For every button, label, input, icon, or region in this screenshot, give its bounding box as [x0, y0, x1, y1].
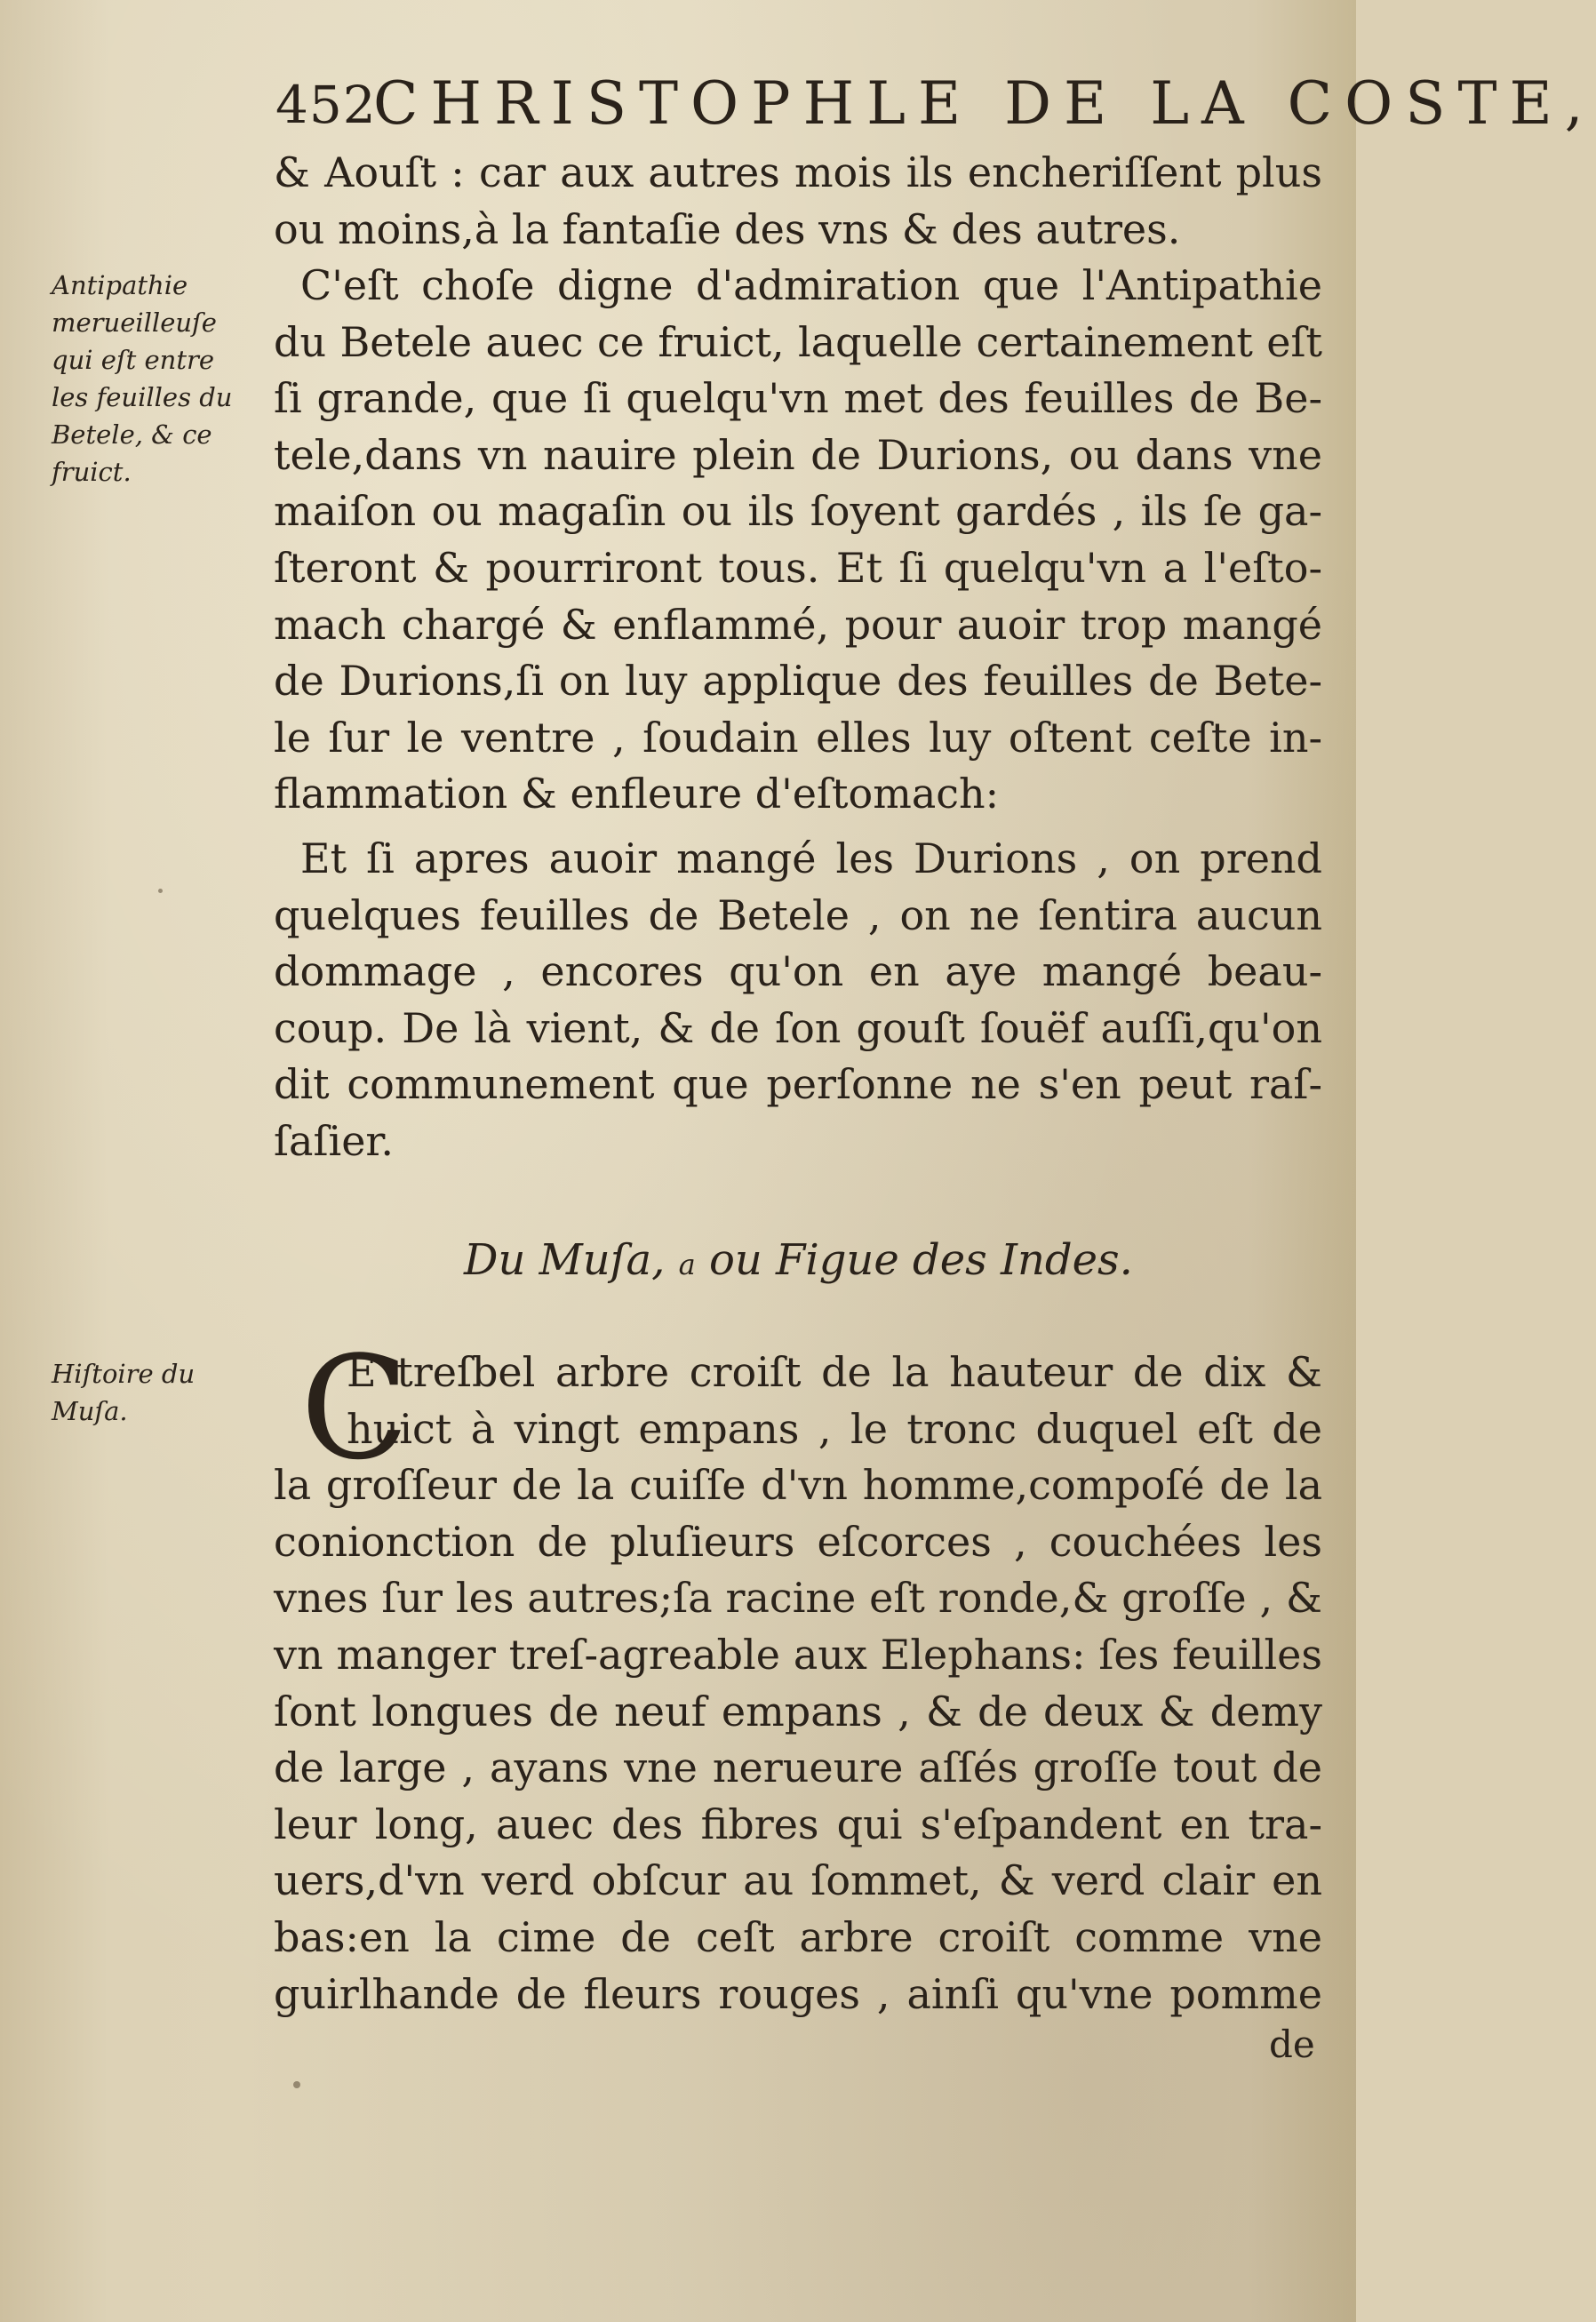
- text-line: E treſbel arbre croiſt de la hauteur de dix &: [347, 1348, 1322, 1396]
- margin-note-line: fruict.: [52, 457, 132, 487]
- text-line: & Aouſt : car aux autres mois ils encheriſſent plus: [274, 148, 1322, 196]
- text-line: le ſur le ventre , ſoudain elles luy oſtent ceſte in-: [274, 713, 1322, 762]
- text-line: bas:en la cime de ceſt arbre croiſt comme vne: [274, 1912, 1322, 1961]
- heading-small: a: [678, 1248, 696, 1281]
- text-line: leur long, auec des fibres qui s'eſpandent en tra-: [274, 1799, 1322, 1848]
- text-line: coup. De là vient, & de ſon gouſt ſouëf auſſi,qu'on: [274, 1003, 1322, 1052]
- margin-note-line: les feuilles du: [52, 382, 233, 412]
- heading-main: Du Muſa,: [464, 1235, 666, 1285]
- text-line: de Durions,ſi on luy applique des feuilles de Bete-: [274, 657, 1322, 706]
- margin-note-antipathie: [52, 267, 265, 491]
- page-number: 452: [275, 75, 377, 135]
- text-line: ſaſier.: [274, 1116, 394, 1165]
- text-line: uers,d'vn verd obſcur au ſommet, & verd clair en: [274, 1856, 1322, 1905]
- margin-note-line: Hiſtoire du: [52, 1359, 196, 1389]
- text-line: du Betele auec ce fruict, laquelle certainement eſt: [274, 317, 1322, 366]
- margin-note-line: merueilleuſe: [52, 307, 217, 338]
- drop-cap: C: [300, 1325, 410, 1491]
- text-line: vn manger treſ-agreable aux Elephans: ſes feuilles: [274, 1630, 1322, 1679]
- heading-rest: ou Figue des Indes.: [708, 1235, 1133, 1285]
- paragraph-antipathie: [274, 258, 1322, 823]
- ink-speck: [158, 889, 163, 893]
- margin-note-line: Antipathie: [52, 270, 188, 300]
- text-line: vnes ſur les autres;ſa racine eſt ronde,& groſſe , &: [274, 1574, 1322, 1623]
- text-line: maiſon ou magaſin ou ils ſoyent gardés , ils ſe ga-: [274, 487, 1322, 536]
- paragraph-continuation: [274, 145, 1322, 258]
- text-line: flammation & enfleure d'eſtomach:: [274, 770, 1000, 818]
- text-line: conionction de pluſieurs eſcorces , couchées les: [274, 1517, 1322, 1566]
- paragraph-musa: [274, 1345, 1322, 2023]
- text-line: ou moins,à la fantaſie des vns & des autres.: [274, 204, 1181, 253]
- margin-note-musa: [52, 1355, 265, 1430]
- text-line: dommage , encores qu'on en aye mangé beau-: [274, 947, 1322, 996]
- text-line: dit communement que perſonne ne s'en peut raſ-: [274, 1060, 1322, 1109]
- section-heading: [464, 1235, 1133, 1285]
- text-line: quelques feuilles de Betele , on ne ſentira aucun: [274, 890, 1322, 939]
- margin-note-line: Betele, & ce: [52, 419, 212, 450]
- text-line: ſi grande, que ſi quelqu'vn met des feuilles de Be-: [274, 374, 1322, 423]
- text-line: Et ſi apres auoir mangé les Durions , on prend: [300, 834, 1322, 882]
- ink-speck: [293, 2081, 300, 2088]
- running-title: CHRISTOPHLE DE LA COSTE,: [373, 69, 1596, 138]
- margin-note-line: Muſa.: [52, 1396, 128, 1426]
- text-line: huict à vingt empans , le tronc duquel eſt de: [347, 1404, 1322, 1453]
- paragraph-durions: [274, 831, 1322, 1170]
- text-line: guirlhande de fleurs rouges , ainſi qu'vne pomme: [274, 1969, 1322, 2018]
- catchword: de: [1269, 2023, 1315, 2066]
- text-line: C'eſt choſe digne d'admiration que l'Antipathie: [300, 261, 1322, 309]
- text-line: de large , ayans vne nerueure aſſés groſſe tout de: [274, 1743, 1322, 1792]
- text-line: ſteront & pourriront tous. Et ſi quelqu'vn a l'eſto-: [274, 543, 1322, 592]
- text-line: tele,dans vn nauire plein de Durions, ou dans vne: [274, 430, 1322, 479]
- text-line: la groſſeur de la cuiſſe d'vn homme,compoſé de la: [274, 1461, 1322, 1510]
- margin-note-line: qui eſt entre: [52, 345, 215, 375]
- page-header: [275, 69, 1596, 140]
- text-line: mach chargé & enflammé, pour auoir trop mangé: [274, 600, 1322, 649]
- text-line: ſont longues de neuf empans , & de deux & demy: [274, 1687, 1322, 1736]
